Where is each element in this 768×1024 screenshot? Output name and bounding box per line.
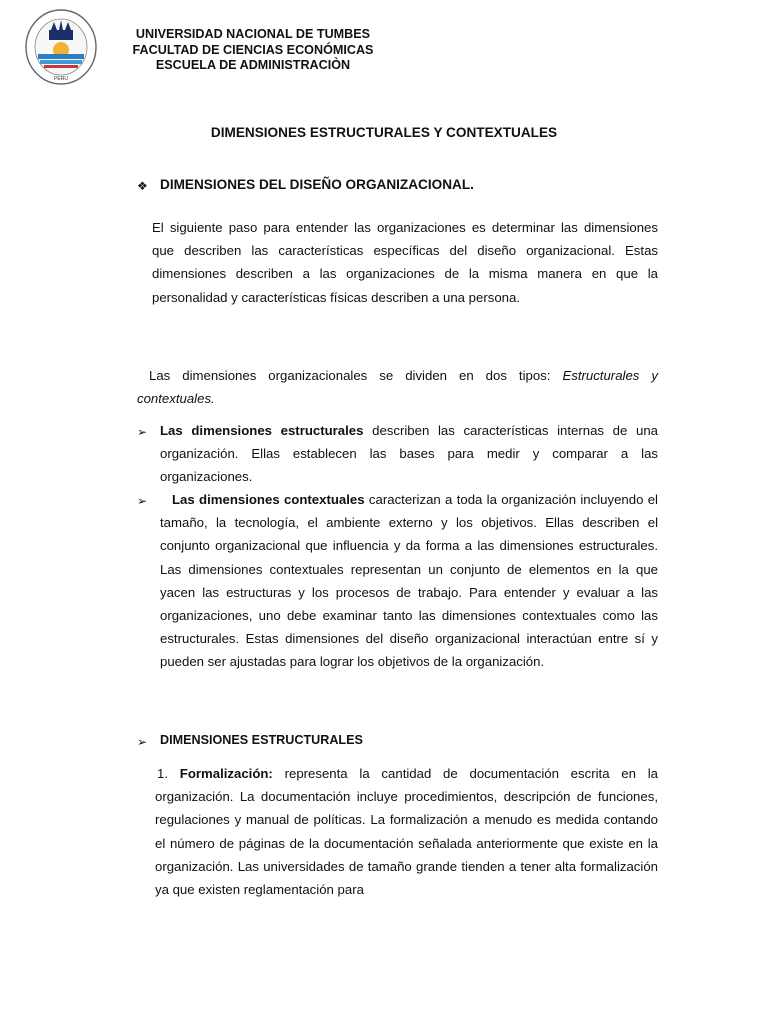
bullet-contextual [160, 488, 658, 674]
bullet-structural [160, 419, 658, 489]
arrow-bullet-icon: ➢ [137, 425, 148, 439]
types-lead-text: Las dimensiones organizacionales se dividen en dos tipos: [149, 368, 563, 383]
svg-text:PERU: PERU [54, 76, 68, 82]
bullet-contextual-text: caracterizan a toda la organización incluyendo el tamaño, la tecnología, el ambiente externo y los objetivos. Ellas describen el conjunto organizacional que influencia y da forma a las dimensiones estructurales. Las dimensiones contextuales representan un conjunto de elementos en la que yacen las estructuras y los procesos de trabajo. Para entender y evaluar a las organizaciones, uno debe examinar tanto las dimensiones contextuales como las estructurales. Estas dimensiones del diseño organizacional interactúan entre sí y pueden ser ajustadas para lograr los objetivos de la organización. [160, 492, 658, 670]
document-title: DIMENSIONES ESTRUCTURALES Y CONTEXTUALES [210, 125, 558, 140]
faculty-name: FACULTAD DE CIENCIAS ECONÓMICAS [132, 42, 374, 57]
bullet-contextual-bold: Las dimensiones contextuales [172, 492, 365, 507]
types-italic-text: Estructurales y contextuales. [137, 368, 658, 407]
item-text: representa la cantidad de documentación escrita en la organización. La documentación incluye procedimientos, descripción de funciones, regulaciones y manual de políticas. La formalización a menudo es medida contando el número de páginas de la documentación señalada anteriormente que existe en la organización. Las universidades de tamaño grande tienden a tener alta formalización ya que existen reglamentación para [155, 766, 658, 898]
institution-header [108, 27, 398, 74]
item-bold: Formalización: [179, 766, 273, 781]
intro-paragraph: El siguiente paso para entender las organizaciones es determinar las dimensiones que describen las características específicas del diseño organizacional. Estas dimensiones describen a las organizaciones de la misma manera en que la personalidad y características físicas describen a una persona. [152, 220, 658, 305]
arrow-bullet-icon: ➢ [137, 494, 148, 508]
section-heading-diseno: DIMENSIONES DEL DISEÑO ORGANIZACIONAL. [160, 177, 474, 192]
formalizacion-paragraph [155, 762, 658, 901]
section-heading-estructurales: DIMENSIONES ESTRUCTURALES [160, 733, 363, 747]
school-name: ESCUELA DE ADMINISTRACIÒN [155, 58, 351, 72]
item-number: 1. [157, 766, 168, 781]
university-name: UNIVERSIDAD NACIONAL DE TUMBES [135, 27, 371, 41]
arrow-bullet-icon: ➢ [137, 735, 148, 749]
university-seal-icon [24, 8, 98, 86]
types-paragraph [137, 364, 658, 410]
diamond-bullet-icon: ❖ [137, 179, 148, 193]
bullet-structural-bold: Las dimensiones estructurales [160, 423, 364, 438]
bullet-structural-text: describen las características internas de una organización. Ellas establecen las bases para medir y comparar a las organizaciones. [160, 423, 658, 485]
